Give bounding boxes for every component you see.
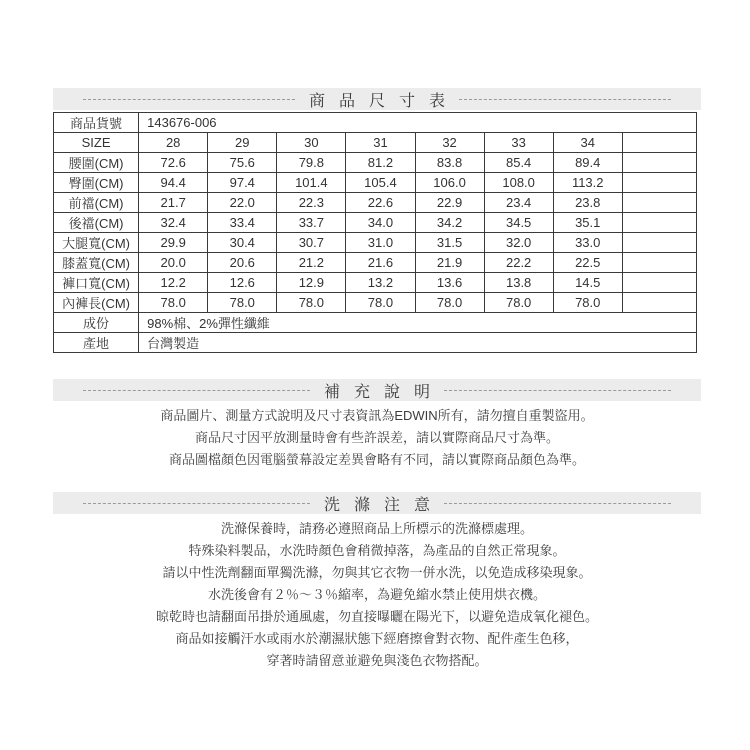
measure-label: 褲口寬(CM) [54, 273, 139, 293]
size-chart-table [53, 112, 697, 353]
dashed-rule-left [83, 503, 310, 504]
table-row-size [54, 133, 697, 153]
product-code-label: 商品貨號 [54, 113, 139, 133]
washing-line: 特殊染料製品，水洗時顏色會稍微掉落，為產品的自然正常現象。 [188, 543, 566, 558]
size-value: 30 [277, 133, 346, 153]
table-row-leg-opening [54, 273, 697, 293]
measure-value: 105.4 [346, 173, 415, 193]
product-code-value: 143676-006 [139, 113, 697, 133]
washing-line: 請以中性洗劑翻面單獨洗滌，勿與其它衣物一併水洗，以免造成移染現象。 [162, 565, 592, 580]
measure-value: 32.4 [139, 213, 208, 233]
table-row-origin [54, 333, 697, 353]
measure-value: 78.0 [208, 293, 277, 313]
dashed-rule-left [83, 99, 295, 100]
table-row-back-rise [54, 213, 697, 233]
empty-cell [622, 153, 696, 173]
washing-line: 晾乾時也請翻面吊掛於通風處，勿直接曝曬在陽光下，以避免造成氧化褪色。 [155, 609, 598, 624]
measure-value: 78.0 [346, 293, 415, 313]
supplement-line: 商品圖檔顏色因電腦螢幕設定差異會略有不同，請以實際商品顏色為準。 [168, 452, 585, 467]
measure-value: 22.5 [553, 253, 622, 273]
measure-value: 22.3 [277, 193, 346, 213]
measure-value: 21.6 [346, 253, 415, 273]
measure-value: 13.2 [346, 273, 415, 293]
measure-value: 30.7 [277, 233, 346, 253]
measure-value: 78.0 [415, 293, 484, 313]
measure-value: 108.0 [484, 173, 553, 193]
measure-value: 14.5 [553, 273, 622, 293]
measure-value: 20.0 [139, 253, 208, 273]
washing-title: 洗滌注意 [324, 496, 445, 514]
measure-value: 13.8 [484, 273, 553, 293]
measure-value: 106.0 [415, 173, 484, 193]
washing-notes [53, 518, 701, 672]
measure-value: 78.0 [553, 293, 622, 313]
dashed-rule-right [444, 503, 671, 504]
measure-value: 78.0 [139, 293, 208, 313]
size-label: SIZE [54, 133, 139, 153]
size-value: 34 [553, 133, 622, 153]
empty-cell [622, 273, 696, 293]
origin-value: 台灣製造 [139, 333, 697, 353]
size-chart-header-band [53, 88, 701, 110]
empty-cell [622, 133, 696, 153]
measure-value: 20.6 [208, 253, 277, 273]
washing-line: 洗滌保養時，請務必遵照商品上所標示的洗滌標處理。 [220, 521, 533, 536]
dashed-rule-right [459, 99, 671, 100]
size-value: 33 [484, 133, 553, 153]
empty-cell [622, 213, 696, 233]
measure-value: 22.9 [415, 193, 484, 213]
supplement-title: 補充說明 [324, 383, 445, 401]
measure-value: 97.4 [208, 173, 277, 193]
measure-value: 12.2 [139, 273, 208, 293]
empty-cell [622, 173, 696, 193]
measure-value: 34.0 [346, 213, 415, 233]
measure-value: 13.6 [415, 273, 484, 293]
measure-value: 30.4 [208, 233, 277, 253]
measure-value: 94.4 [139, 173, 208, 193]
table-row-inseam [54, 293, 697, 313]
empty-cell [622, 253, 696, 273]
measure-value: 31.0 [346, 233, 415, 253]
composition-value: 98%棉、2%彈性纖維 [139, 313, 697, 333]
measure-value: 34.5 [484, 213, 553, 233]
measure-value: 81.2 [346, 153, 415, 173]
measure-label: 前襠(CM) [54, 193, 139, 213]
table-row-waist [54, 153, 697, 173]
supplement-header-band [53, 379, 701, 401]
measure-value: 89.4 [553, 153, 622, 173]
measure-value: 23.4 [484, 193, 553, 213]
empty-cell [622, 233, 696, 253]
dashed-rule-left [83, 390, 310, 391]
measure-value: 21.9 [415, 253, 484, 273]
measure-value: 101.4 [277, 173, 346, 193]
measure-value: 23.8 [553, 193, 622, 213]
measure-label: 腰圍(CM) [54, 153, 139, 173]
measure-value: 78.0 [277, 293, 346, 313]
measure-value: 83.8 [415, 153, 484, 173]
empty-cell [622, 293, 696, 313]
table-row-knee [54, 253, 697, 273]
measure-value: 21.7 [139, 193, 208, 213]
measure-value: 12.9 [277, 273, 346, 293]
washing-line: 商品如接觸汗水或雨水於潮濕狀態下經磨擦會對衣物、配件產生色移， [175, 631, 579, 646]
measure-value: 12.6 [208, 273, 277, 293]
supplement-line: 商品圖片、測量方式說明及尺寸表資訊為EDWIN所有，請勿擅自重製盜用。 [160, 408, 594, 423]
size-value: 29 [208, 133, 277, 153]
measure-value: 34.2 [415, 213, 484, 233]
size-value: 28 [139, 133, 208, 153]
size-value: 32 [415, 133, 484, 153]
measure-value: 22.6 [346, 193, 415, 213]
table-row-hip [54, 173, 697, 193]
measure-value: 78.0 [484, 293, 553, 313]
measure-value: 22.2 [484, 253, 553, 273]
table-row-product-code [54, 113, 697, 133]
measure-label: 後襠(CM) [54, 213, 139, 233]
measure-value: 79.8 [277, 153, 346, 173]
measure-label: 內褲長(CM) [54, 293, 139, 313]
size-chart-title: 商品尺寸表 [309, 92, 460, 110]
size-value: 31 [346, 133, 415, 153]
origin-label: 產地 [54, 333, 139, 353]
supplement-notes [53, 405, 701, 471]
measure-value: 32.0 [484, 233, 553, 253]
measure-value: 85.4 [484, 153, 553, 173]
empty-cell [622, 193, 696, 213]
product-info-panel [53, 88, 701, 672]
measure-value: 33.7 [277, 213, 346, 233]
measure-value: 29.9 [139, 233, 208, 253]
measure-label: 臀圍(CM) [54, 173, 139, 193]
measure-value: 33.4 [208, 213, 277, 233]
measure-value: 113.2 [553, 173, 622, 193]
measure-label: 膝蓋寬(CM) [54, 253, 139, 273]
table-row-front-rise [54, 193, 697, 213]
washing-header-band [53, 492, 701, 514]
table-row-thigh [54, 233, 697, 253]
measure-value: 22.0 [208, 193, 277, 213]
measure-label: 大腿寬(CM) [54, 233, 139, 253]
washing-line: 水洗後會有２％～３％縮率，為避免縮水禁止使用烘衣機。 [207, 587, 546, 602]
measure-value: 75.6 [208, 153, 277, 173]
measure-value: 33.0 [553, 233, 622, 253]
measure-value: 35.1 [553, 213, 622, 233]
washing-line: 穿著時請留意並避免與淺色衣物搭配。 [266, 653, 488, 668]
table-row-composition [54, 313, 697, 333]
dashed-rule-right [444, 390, 671, 391]
measure-value: 21.2 [277, 253, 346, 273]
supplement-line: 商品尺寸因平放測量時會有些許誤差，請以實際商品尺寸為準。 [194, 430, 559, 445]
measure-value: 72.6 [139, 153, 208, 173]
measure-value: 31.5 [415, 233, 484, 253]
composition-label: 成份 [54, 313, 139, 333]
